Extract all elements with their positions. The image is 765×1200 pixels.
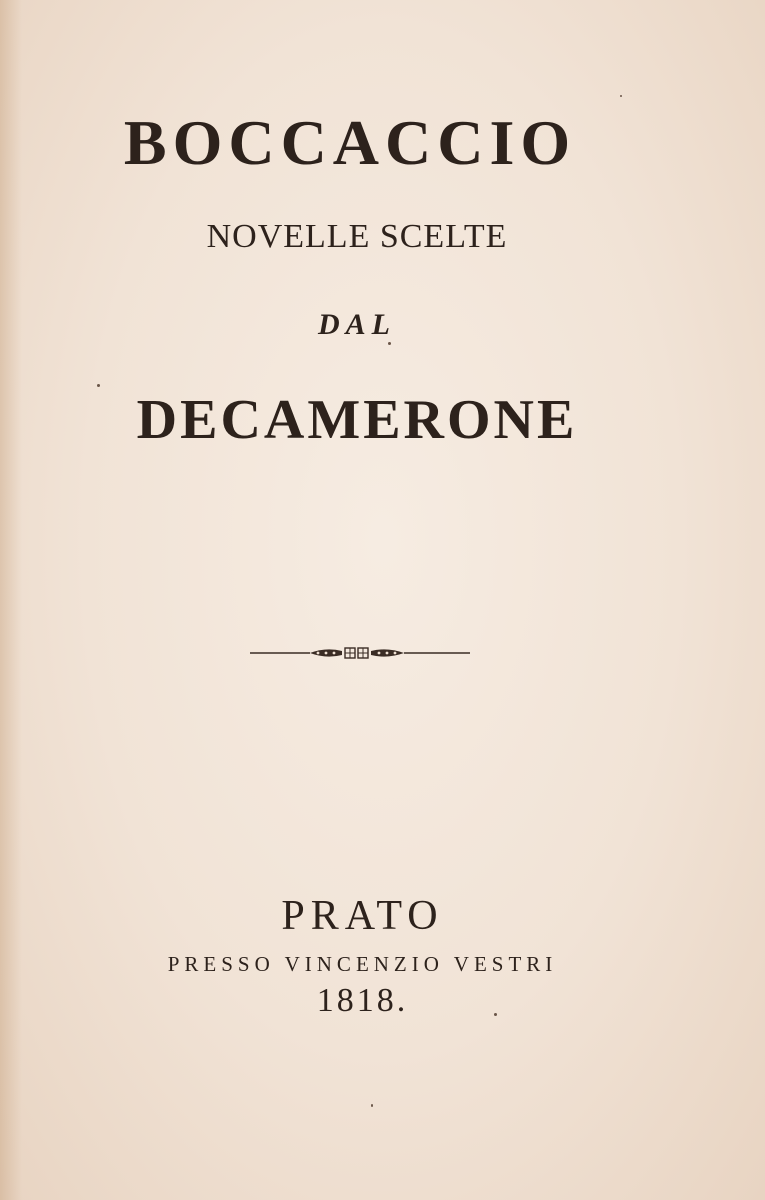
paper-speck — [388, 342, 391, 345]
edge-stain — [0, 0, 22, 1200]
author-title: BOCCACCIO — [123, 107, 577, 178]
paper-speck — [371, 1104, 373, 1107]
work-title: DECAMERONE — [136, 389, 578, 451]
imprint-year: 1818. — [316, 982, 409, 1019]
paper-speck — [97, 384, 100, 387]
ornament-rule-icon — [248, 643, 472, 663]
preposition: DAL — [318, 308, 396, 341]
imprint-city: PRATO — [281, 893, 444, 939]
subtitle: NOVELLE SCELTE — [206, 218, 508, 255]
paper-speck — [620, 95, 622, 97]
imprint-publisher: PRESSO VINCENZIO VESTRI — [167, 952, 558, 976]
paper-speck — [494, 1013, 497, 1016]
